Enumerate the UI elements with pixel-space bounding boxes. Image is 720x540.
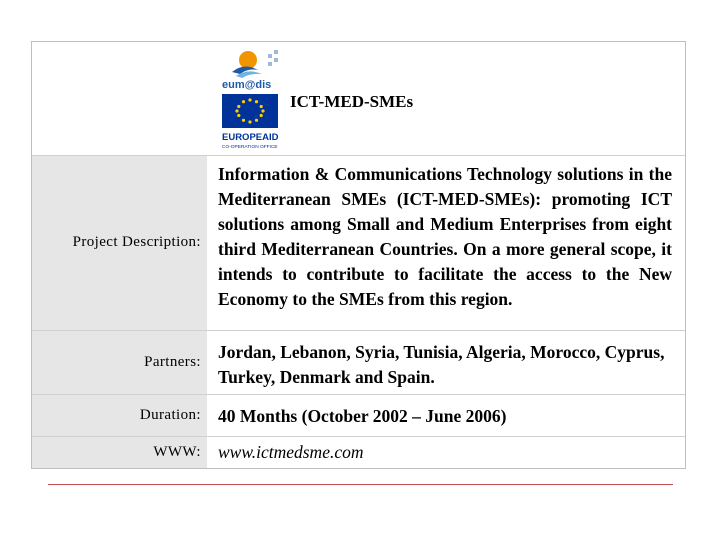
www-row: [32, 437, 685, 468]
logos: [218, 46, 298, 154]
www-label-cell: [32, 437, 207, 468]
header-row: [32, 42, 685, 156]
europeaid-text: EUROPEAID: [222, 132, 279, 143]
partners-row: [32, 331, 685, 395]
duration-label-cell: [32, 395, 207, 436]
duration-value: 40 Months (October 2002 – June 2006): [218, 406, 507, 426]
duration-label: Duration:: [139, 407, 201, 423]
project-card: [31, 41, 686, 469]
sun-icon: [239, 51, 257, 69]
partners-label: Partners:: [144, 354, 201, 370]
duration-row: [32, 395, 685, 437]
description-value: Information & Communications Technology solutions in the Mediterranean SMEs (ICT-MED-SMEs): promoting ICT solutions among Small and Medium Enterprises from eight third Mediterranean Countries. On a more general scope, it intends to contribute to facilitate the access to the New Economy to the SMEs from this region.: [218, 164, 672, 309]
footer-divider: [48, 484, 673, 485]
partners-value: Jordan, Lebanon, Syria, Tunisia, Algeria, Morocco, Cyprus, Turkey, Denmark and Spain.: [218, 342, 665, 387]
cooperation-office-text: CO-OPERATION OFFICE: [222, 145, 278, 150]
project-title: ICT-MED-SMEs: [290, 92, 414, 111]
partners-label-cell: [32, 331, 207, 394]
eumedis-logo: [222, 50, 278, 91]
www-label: WWW:: [153, 444, 201, 460]
description-label: Project Description:: [72, 234, 201, 250]
www-link[interactable]: www.ictmedsme.com: [218, 442, 364, 462]
description-label-cell: [32, 156, 207, 330]
logo-graphics: [218, 46, 298, 154]
description-row: [32, 156, 685, 331]
eumedis-logo-text: eum@dis: [222, 79, 272, 91]
eu-flag-icon: [222, 94, 278, 128]
